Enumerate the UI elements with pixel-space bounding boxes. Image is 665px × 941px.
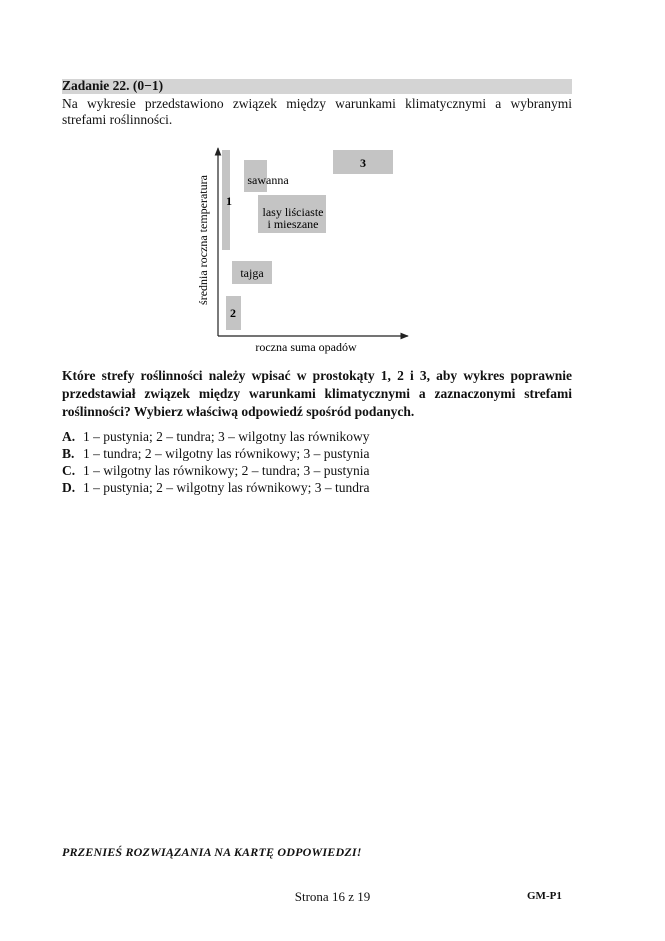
answer-letter: A. bbox=[62, 429, 76, 444]
intro-line-1: Na wykresie przedstawiono związek między warunkami klimatycznymi a wybranymi bbox=[62, 96, 572, 111]
question bbox=[62, 367, 572, 421]
answer-text: 1 – pustynia; 2 – wilgotny las równikowy; 3 – tundra bbox=[83, 480, 370, 495]
label-2: 2 bbox=[230, 306, 236, 320]
task-title: Zadanie 22. (0−1) bbox=[62, 78, 164, 93]
label-1: 1 bbox=[226, 194, 232, 208]
answer-option-a[interactable] bbox=[62, 428, 369, 445]
answer-list bbox=[62, 428, 369, 496]
label-lasy-line-1: lasy liściaste bbox=[262, 205, 324, 219]
answer-letter: C. bbox=[62, 463, 76, 478]
answer-text: 1 – pustynia; 2 – tundra; 3 – wilgotny las równikowy bbox=[83, 429, 370, 444]
intro-line-2: strefami roślinności. bbox=[62, 112, 173, 127]
transfer-answers-note: PRZENIEŚ ROZWIĄZANIA NA KARTĘ ODPOWIEDZI! bbox=[62, 845, 362, 859]
y-axis-label: średnia roczna temperatura bbox=[196, 175, 210, 305]
question-line-2: przedstawiał związek między warunkami klimatycznymi a zaznaczonymi strefami bbox=[62, 386, 572, 401]
x-axis-label: roczna suma opadów bbox=[255, 340, 357, 354]
question-line-3: roślinności? Wybierz właściwą odpowiedź spośród podanych. bbox=[62, 404, 415, 419]
answer-option-d[interactable] bbox=[62, 479, 369, 496]
label-3: 3 bbox=[360, 156, 366, 170]
answer-letter: B. bbox=[62, 446, 75, 461]
answer-letter: D. bbox=[62, 480, 76, 495]
answer-option-c[interactable] bbox=[62, 462, 369, 479]
label-tajga: tajga bbox=[240, 266, 264, 280]
answer-text: 1 – tundra; 2 – wilgotny las równikowy; 3 – pustynia bbox=[83, 446, 370, 461]
label-sawanna: sawanna bbox=[247, 173, 289, 187]
exam-code: GM-P1 bbox=[527, 890, 562, 902]
page-number: Strona 16 z 19 bbox=[294, 889, 371, 904]
label-lasy-line-2: i mieszane bbox=[267, 217, 319, 231]
task-intro bbox=[62, 96, 572, 128]
answer-text: 1 – wilgotny las równikowy; 2 – tundra; 3 – pustynia bbox=[83, 463, 370, 478]
question-line-1: Które strefy roślinności należy wpisać w prostokąty 1, 2 i 3, aby wykres poprawnie bbox=[62, 368, 572, 383]
climate-vegetation-diagram bbox=[190, 140, 415, 360]
answer-option-b[interactable] bbox=[62, 445, 369, 462]
